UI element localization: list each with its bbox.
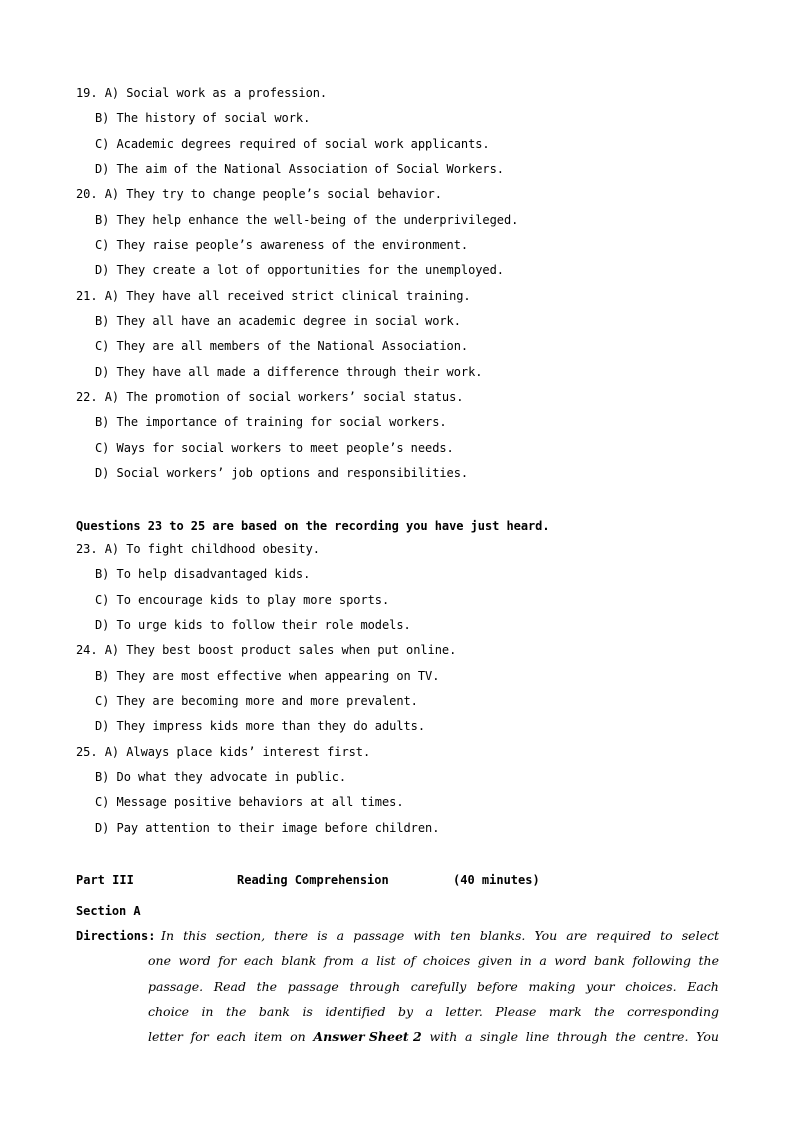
option-22d: D) Social workers’ job options and responsibilities. — [95, 466, 469, 480]
part-time: (40 minutes) — [453, 873, 540, 887]
question-25: 25. A) Always place kids’ interest first. — [76, 745, 371, 759]
option-21c: C) They are all members of the National Association. — [95, 339, 469, 353]
option-21b: B) They all have an academic degree in social work. — [95, 314, 461, 328]
option-21d: D) They have all made a difference through their work. — [95, 365, 483, 379]
option-19d: D) The aim of the National Association of Social Workers. — [95, 162, 504, 176]
option-25c: C) Message positive behaviors at all times. — [95, 795, 404, 809]
option-20d: D) They create a lot of opportunities for the unemployed. — [95, 263, 504, 277]
option-25b: B) Do what they advocate in public. — [95, 770, 347, 784]
part-label: Part III — [76, 873, 134, 887]
answer-sheet-ref: Answer Sheet 2 — [313, 1029, 422, 1044]
section-title: Section A — [76, 904, 141, 918]
option-20b: B) They help enhance the well-being of the underprivileged. — [95, 213, 519, 227]
option-24c: C) They are becoming more and more prevalent. — [95, 694, 418, 708]
recording-note: Questions 23 to 25 are based on the recording you have just heard. — [76, 519, 550, 533]
directions-label: Directions: — [76, 929, 156, 943]
directions-line-2: one word for each blank from a list of choices given in a word bank following the — [148, 953, 719, 968]
option-23c: C) To encourage kids to play more sports. — [95, 593, 390, 607]
directions-line-4: choice in the bank is identified by a letter. Please mark the corresponding — [148, 1004, 719, 1019]
option-19b: B) The history of social work. — [95, 111, 311, 125]
directions-line-3: passage. Read the passage through carefully before making your choices. Each — [148, 979, 719, 994]
directions-line-1: In this section, there is a passage with ten blanks. You are required to select — [161, 928, 719, 943]
question-23: 23. A) To fight childhood obesity. — [76, 542, 320, 556]
question-21: 21. A) They have all received strict clinical training. — [76, 289, 471, 303]
part-title: Reading Comprehension — [237, 873, 389, 887]
question-22: 22. A) The promotion of social workers’ social status. — [76, 390, 464, 404]
option-23b: B) To help disadvantaged kids. — [95, 567, 311, 581]
option-24b: B) They are most effective when appearing on TV. — [95, 669, 440, 683]
option-25d: D) Pay attention to their image before children. — [95, 821, 440, 835]
option-24d: D) They impress kids more than they do adults. — [95, 719, 426, 733]
option-22c: C) Ways for social workers to meet people’s needs. — [95, 441, 454, 455]
option-22b: B) The importance of training for social workers. — [95, 415, 447, 429]
option-20c: C) They raise people’s awareness of the environment. — [95, 238, 469, 252]
option-23d: D) To urge kids to follow their role models. — [95, 618, 411, 632]
directions-line-5-post: with — [429, 1029, 458, 1044]
question-20: 20. A) They try to change people’s social behavior. — [76, 187, 442, 201]
question-24: 24. A) They best boost product sales when put online. — [76, 643, 457, 657]
directions-line-5: letter for each item on Answer Sheet 2 with a single line through the centre. You — [148, 1029, 719, 1044]
question-19: 19. A) Social work as a profession. — [76, 86, 328, 100]
directions-line-5-pre: letter — [148, 1029, 183, 1044]
option-19c: C) Academic degrees required of social work applicants. — [95, 137, 490, 151]
